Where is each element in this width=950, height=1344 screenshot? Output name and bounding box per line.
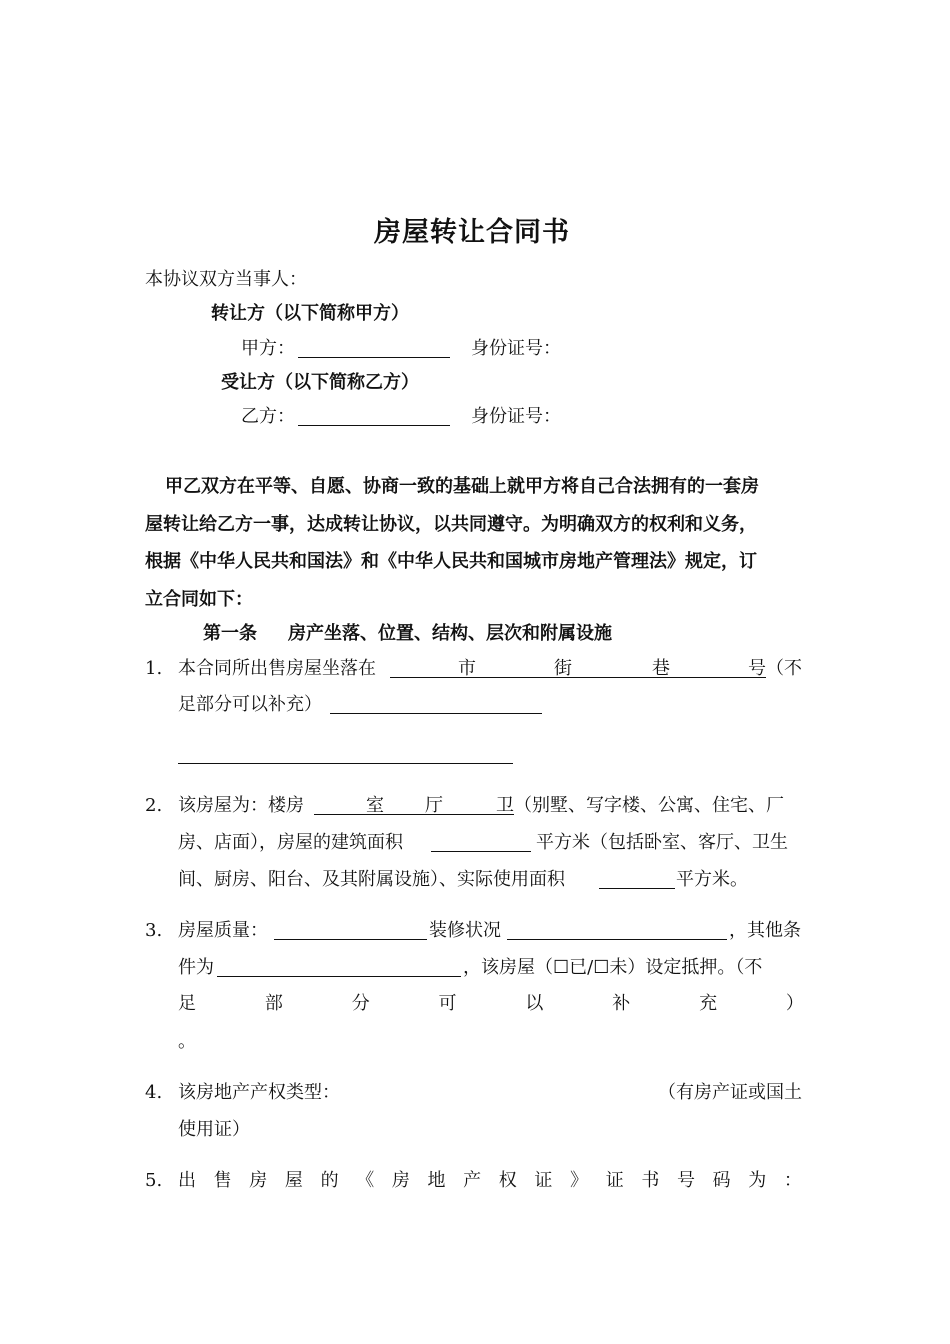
party-b-id-label: 身份证号： — [471, 406, 561, 427]
transferee-heading: 受让方（以下简称乙方） — [221, 372, 419, 393]
party-b-name-blank — [298, 425, 450, 426]
page-title: 房屋转让合同书 — [374, 217, 570, 248]
item-5-char: 》 — [570, 1170, 589, 1191]
item-3-conditions-blank — [217, 976, 461, 977]
item-5-char: ： — [783, 1170, 802, 1191]
item-1-supplement-blank — [330, 713, 542, 714]
item-3-char: 以 — [525, 993, 544, 1014]
item-4-line-2: 使用证） — [178, 1119, 250, 1140]
item-3-char: 部 — [264, 993, 283, 1014]
item-2-area-blank — [431, 851, 531, 852]
item-2-number: 2. — [145, 795, 163, 816]
item-5-char: 房 — [391, 1170, 410, 1191]
item-2-line-3b: 平方米。 — [676, 869, 748, 890]
intro-text: 本协议双方当事人： — [145, 269, 307, 290]
item-5-number: 5. — [145, 1170, 163, 1191]
item-3-char: 充 — [699, 993, 718, 1014]
item-3-line-2a: 件为 — [178, 957, 214, 978]
party-a-name-blank — [298, 357, 450, 358]
item-5-char: 地 — [427, 1170, 446, 1191]
item-1-city: 市 — [458, 658, 476, 679]
item-5-char: 的 — [320, 1170, 339, 1191]
item-2-line-2a: 房、店面），房屋的建筑面积 — [178, 832, 403, 853]
item-3-number: 3. — [145, 920, 163, 941]
preamble-line-1: 甲乙双方在平等、自愿、协商一致的基础上就甲方将自己合法拥有的一套房 — [165, 476, 759, 497]
item-5-char: 产 — [463, 1170, 482, 1191]
item-3-line-3 — [178, 993, 804, 1015]
item-2-line-3a: 间、厨房、阳台、及其附属设施）、实际使用面积 — [178, 869, 565, 890]
item-5-char: 证 — [605, 1170, 624, 1191]
preamble-line-4: 立合同如下： — [145, 589, 253, 610]
party-a-id-label: 身份证号： — [471, 338, 561, 359]
item-5-char: 出 — [178, 1170, 196, 1191]
item-1-number: 1. — [145, 658, 163, 679]
item-2-line-1a: 该房屋为：楼房 — [178, 795, 304, 816]
preamble-line-3: 根据《中华人民共和国法》和《中华人民共和国城市房地产管理法》规定，订 — [145, 551, 757, 572]
item-3-char: 足 — [178, 993, 196, 1014]
item-4-line-1b: （有房产证或国土 — [658, 1082, 802, 1103]
item-5-char: 码 — [712, 1170, 731, 1191]
article-1-title: 房产坐落、位置、结构、层次和附属设施 — [288, 623, 612, 644]
item-4-line-1a: 该房地产产权类型： — [178, 1082, 340, 1103]
article-1-number: 第一条 — [203, 623, 257, 644]
item-1-prefix: 本合同所出售房屋坐落在 — [178, 658, 376, 679]
item-3-line-1b: 装修状况 — [429, 920, 501, 941]
item-3-line-1c: ，其他条 — [729, 920, 801, 941]
item-5-char: 《 — [356, 1170, 375, 1191]
party-a-label: 甲方： — [241, 338, 295, 359]
item-2-room: 室 — [366, 795, 384, 816]
party-b-label: 乙方： — [241, 406, 295, 427]
item-5-char: 权 — [498, 1170, 517, 1191]
item-5-char: 书 — [641, 1170, 660, 1191]
item-3-line-4: 。 — [178, 1031, 196, 1052]
item-1-lane: 巷 — [652, 658, 670, 679]
item-3-char: 可 — [438, 993, 457, 1014]
item-2-usable-area-blank — [599, 888, 675, 889]
item-5-char: 为 — [748, 1170, 767, 1191]
item-5-char: 屋 — [284, 1170, 303, 1191]
item-5-line-1 — [178, 1170, 802, 1192]
item-2-line-2b: 平方米（包括卧室、客厅、卫生 — [536, 832, 788, 853]
item-1-supplement-blank-2 — [178, 763, 513, 764]
item-1-line-2: 足部分可以补充） — [178, 694, 322, 715]
preamble-line-2: 屋转让给乙方一事，达成转让协议，以共同遵守。为明确双方的权利和义务， — [145, 514, 757, 535]
item-1-suffix: （不 — [766, 658, 802, 679]
item-3-quality-blank — [274, 939, 427, 940]
item-2-layout-blank — [314, 814, 514, 815]
item-2-line-1b: （别墅、写字楼、公寓、住宅、厂 — [514, 795, 784, 816]
item-5-char: 房 — [249, 1170, 268, 1191]
item-5-char: 售 — [213, 1170, 232, 1191]
item-3-char: ） — [785, 993, 804, 1014]
item-3-line-2b: ，该房屋（☐已/☐未）设定抵押。（不 — [463, 957, 763, 978]
item-2-hall: 厅 — [425, 795, 443, 816]
item-5-char: 证 — [534, 1170, 553, 1191]
item-4-number: 4. — [145, 1082, 163, 1103]
item-3-line-1a: 房屋质量： — [178, 920, 268, 941]
item-5-char: 号 — [676, 1170, 695, 1191]
item-3-char: 分 — [351, 993, 370, 1014]
transferor-heading: 转让方（以下简称甲方） — [211, 303, 409, 324]
item-1-number-suffix: 号 — [748, 658, 766, 679]
item-1-address-blank — [390, 677, 766, 678]
item-3-decoration-blank — [507, 939, 727, 940]
item-2-bath: 卫 — [496, 795, 514, 816]
item-1-street: 街 — [554, 658, 572, 679]
item-3-char: 补 — [612, 993, 631, 1014]
